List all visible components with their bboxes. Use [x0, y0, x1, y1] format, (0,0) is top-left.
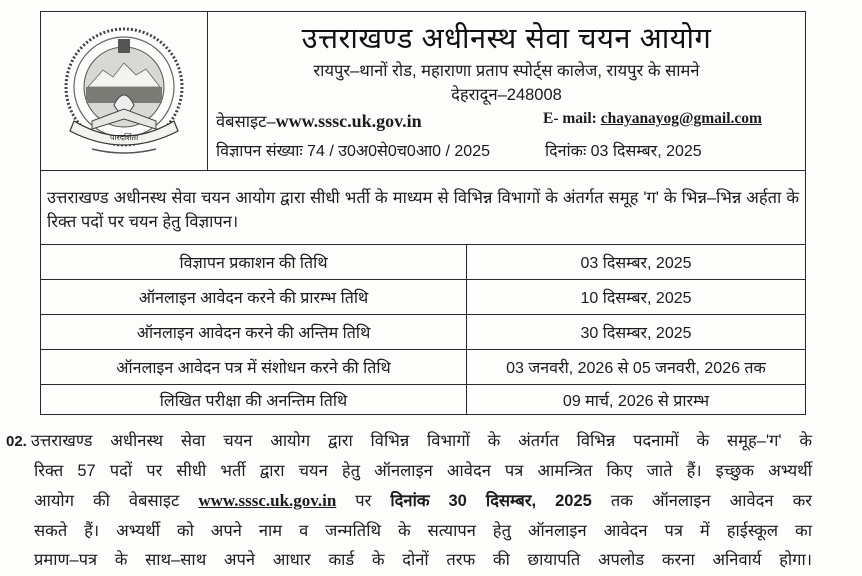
- paragraph-02: [6, 427, 812, 576]
- address-line-1: रायपुर–थानों रोड, महाराणा प्रताप स्पोर्ट्स कालेज, रायपुर के सामने: [313, 62, 700, 80]
- organization-title: उत्तराखण्ड अधीनस्थ सेवा चयन आयोग: [301, 23, 712, 55]
- website-label: वेबसाइट–: [216, 113, 276, 131]
- advertisement-number: विज्ञापन संख्याः 74 / उ0अ0से0च0आ0 / 2025: [216, 143, 491, 160]
- schedule-label: लिखित परीक्षा की अनन्तिम तिथि: [41, 385, 467, 415]
- paragraph-line: प्रमाण–पत्र के साथ–साथ अपने आधार कार्ड के दोनों तरफ की छायापति अपलोड करना अनिवार्य होगा।: [34, 551, 812, 569]
- intro-text: उत्तराखण्ड अधीनस्थ सेवा चयन आयोग द्वारा सीधी भर्ती के माध्यम से विभिन्न विभागों के अंतर्गत समूह 'ग' के भिन्न–भिन्न अर्हता के रिक्त पदों पर चयन हेतु विज्ञापन।: [41, 171, 805, 245]
- paragraph-text: तक ऑनलाइन आवेदन कर: [591, 492, 812, 510]
- letterhead: [41, 12, 805, 171]
- schedule-value: 03 जनवरी, 2026 से 05 जनवरी, 2026 तक: [467, 350, 806, 385]
- website-link[interactable]: www.sssc.uk.gov.in: [275, 111, 422, 131]
- letterhead-text: [208, 12, 805, 170]
- table-row: [41, 280, 805, 315]
- table-row: [41, 385, 805, 415]
- website-line: [216, 109, 422, 132]
- paragraph-line: सकते हैं। अभ्यर्थी को अपने नाम व जन्मतिथि के सत्यापन हेतु ऑनलाइन आवेदन पत्र में हाईस्कूल का: [34, 521, 812, 540]
- schedule-value: 03 दिसम्बर, 2025: [580, 255, 692, 272]
- svg-text:पारदर्शिता: पारदर्शिता: [109, 133, 139, 142]
- deadline-date: दिनांक 30 दिसम्बर, 2025: [390, 492, 592, 510]
- schedule-label: ऑनलाइन आवेदन पत्र में संशोधन करने की तिथि: [41, 350, 467, 385]
- schedule-table: [41, 245, 805, 414]
- paragraph-line: रिक्त 57 पदों पर सीधी भर्ती द्वारा चयन हेतु ऑनलाइन आवेदन पत्र आमन्त्रित किए जाते हैं। इच्छुक अभ्यर्थी: [34, 461, 812, 480]
- email-label: E- mail:: [543, 110, 601, 127]
- table-row: [41, 350, 805, 385]
- paragraph-text: आयोग की वेबसाइट: [34, 492, 199, 510]
- address-line-2: देहरादून–248008: [451, 86, 562, 104]
- table-row: [41, 315, 805, 350]
- schedule-value: 30 दिसम्बर, 2025: [467, 315, 806, 350]
- schedule-label: ऑनलाइन आवेदन करने की अन्तिम तिथि: [41, 315, 467, 350]
- advertisement-date: दिनांकः 03 दिसम्बर, 2025: [545, 143, 702, 160]
- paragraph-number: 02.: [6, 433, 27, 450]
- schedule-value: 10 दिसम्बर, 2025: [467, 280, 806, 315]
- table-row: [41, 245, 805, 280]
- emblem-seal-icon: [58, 25, 190, 157]
- paragraph-text: उत्तराखण्ड अधीनस्थ सेवा चयन आयोग द्वारा विभिन्न विभागों के अंतर्गत विभिन्न पदनामों के समूह–'ग' के: [30, 432, 812, 450]
- schedule-value: 09 मार्च, 2026 से प्रारम्भ: [467, 385, 806, 415]
- email-line: [543, 110, 762, 128]
- paragraph-text: पर: [336, 492, 391, 510]
- advertisement-frame: [40, 11, 806, 415]
- paragraph-line: [6, 427, 812, 457]
- website-link[interactable]: www.sssc.uk.gov.in: [198, 491, 337, 510]
- email-link[interactable]: chayanayog@gmail.com: [600, 110, 762, 127]
- schedule-label: विज्ञापन प्रकाशन की तिथि: [41, 245, 467, 280]
- paragraph-line: [6, 486, 812, 517]
- schedule-label: ऑनलाइन आवेदन करने की प्रारम्भ तिथि: [41, 280, 467, 315]
- logo-cell: [41, 12, 208, 170]
